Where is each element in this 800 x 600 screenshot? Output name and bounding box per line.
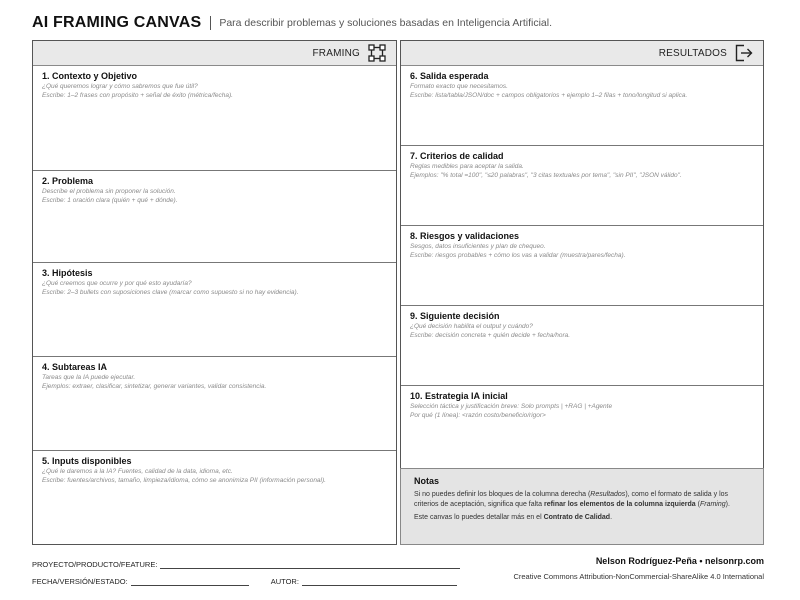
notes-text: ). — [725, 500, 730, 508]
author-credit: Nelson Rodríguez-Peña • nelsonrp.com — [595, 556, 764, 566]
framing-label: FRAMING — [312, 47, 360, 59]
notes-title: Notas — [414, 476, 440, 486]
notes-paragraph-2 — [414, 513, 750, 523]
section-prompt: ¿Qué le daremos a la IA? Fuentes, calidad de la data, idioma, etc. — [42, 468, 233, 475]
resultados-label: RESULTADOS — [658, 47, 727, 59]
section-hipotesis[interactable] — [33, 263, 396, 357]
section-instruction: Por qué (1 línea): <razón costo/beneficio/rigor> — [410, 411, 546, 419]
section-instruction: Escribe: 2–3 bullets con suposiciones clave (marcar como supuesto si no hay evidencia). — [42, 288, 299, 296]
title-divider — [210, 16, 211, 30]
section-prompt: Sesgos, datos insuficientes y plan de chequeo. — [410, 243, 546, 250]
section-instruction: Ejemplos: extraer, clasificar, sintetizar, generar variantes, validar consistencia. — [42, 382, 267, 390]
section-title: 6. Salida esperada — [410, 71, 489, 81]
section-prompt: ¿Qué creemos que ocurre y por qué esto ayudaría? — [42, 280, 192, 287]
section-siguiente-decision[interactable] — [401, 306, 763, 386]
section-title: 4. Subtareas IA — [42, 362, 108, 372]
resultados-panel-header — [401, 41, 763, 66]
project-row — [32, 552, 460, 569]
section-instruction: Escribe: lista/tabla/JSON/doc + campos obligatorios + ejemplo 1–2 filas + tono/longitud si aplica. — [410, 91, 688, 99]
section-instruction: Ejemplos: "% total =100", "≤20 palabras", "3 citas textuales por tema", "sin PII", "JSON válido". — [410, 171, 682, 179]
footer-credits — [513, 556, 764, 581]
export-arrow-icon — [735, 44, 753, 62]
section-subtareas-ia[interactable] — [33, 357, 396, 451]
notes-strong: refinar los elementos de la columna izquierda — [543, 500, 696, 508]
section-title: 10. Estrategia IA inicial — [410, 391, 508, 401]
framing-panel — [32, 40, 397, 545]
section-instruction: Escribe: riesgos probables + cómo los vas a validar (muestra/pares/fecha). — [410, 251, 626, 259]
author-field[interactable] — [302, 575, 457, 586]
section-instruction: Escribe: decisión concreta + quién decide + fecha/hora. — [410, 331, 571, 339]
section-prompt: Selección táctica y justificación breve: Solo prompts | +RAG | +Agente — [410, 403, 613, 410]
section-instruction: Escribe: 1 oración clara (quién + qué + dónde). — [42, 196, 178, 204]
notes-text: Este canvas lo puedes detallar más en el — [414, 514, 544, 521]
notes-text: ( — [695, 500, 700, 508]
section-estrategia-ia[interactable] — [401, 386, 763, 466]
project-label: PROYECTO/PRODUCTO/FEATURE: — [32, 560, 158, 569]
section-title: 3. Hipótesis — [42, 268, 93, 278]
section-criterios-calidad[interactable] — [401, 146, 763, 226]
section-problema[interactable] — [33, 171, 396, 263]
date-label: FECHA/VERSIÓN/ESTADO: — [32, 577, 128, 586]
canvas-subtitle: Para describir problemas y soluciones basadas en Inteligencia Artificial. — [219, 17, 553, 29]
canvas-header — [32, 13, 552, 33]
section-title: 7. Criterios de calidad — [410, 151, 504, 161]
section-prompt: Describe el problema sin proponer la solución. — [42, 188, 176, 195]
section-prompt: Tareas que la IA puede ejecutar. — [42, 374, 136, 381]
section-prompt: ¿Qué decisión habilita el output y cuándo? — [410, 323, 533, 330]
footer-fields — [32, 552, 460, 586]
section-prompt: Reglas medibles para aceptar la salida. — [410, 163, 524, 170]
framing-panel-header — [33, 41, 396, 66]
author-label: AUTOR: — [270, 577, 299, 586]
notes-text: . — [610, 514, 613, 521]
notes-emphasis: Framing — [699, 500, 726, 508]
section-contexto-objetivo[interactable] — [33, 66, 396, 171]
section-title: 1. Contexto y Objetivo — [42, 71, 138, 81]
notes-paragraph-1 — [414, 490, 750, 509]
section-prompt: Formato exacto que necesitamos. — [410, 83, 508, 90]
notes-text: Si no puedes definir los bloques de la columna derecha ( — [414, 491, 591, 498]
frame-corners-icon — [368, 44, 386, 62]
date-author-row — [32, 569, 460, 586]
section-riesgos-validaciones[interactable] — [401, 226, 763, 306]
date-field[interactable] — [131, 575, 249, 586]
section-title: 5. Inputs disponibles — [42, 456, 132, 466]
canvas-title: AI FRAMING CANVAS — [32, 14, 202, 31]
project-field[interactable] — [160, 558, 460, 569]
section-salida-esperada[interactable] — [401, 66, 763, 146]
section-title: 9. Siguiente decisión — [410, 311, 500, 321]
section-title: 8. Riesgos y validaciones — [410, 231, 520, 241]
section-prompt: ¿Qué queremos lograr y cómo sabremos que fue útil? — [42, 83, 198, 90]
section-inputs-disponibles[interactable] — [33, 451, 396, 544]
section-title: 2. Problema — [42, 176, 94, 186]
section-instruction: Escribe: 1–2 frases con propósito + señal de éxito (métrica/fecha). — [42, 91, 233, 99]
license-text: Creative Commons Attribution-NonCommercial-ShareAlike 4.0 International — [513, 572, 764, 581]
notes-emphasis: Resultados — [590, 491, 626, 498]
notes-strong: Contrato de Calidad — [543, 514, 611, 521]
notes-box — [400, 468, 764, 545]
section-instruction: Escribe: fuentes/archivos, tamaño, limpieza/idioma, cómo se anonimiza PII (información personal). — [42, 476, 326, 484]
notes-text: ), como el formato de salida y los criterios de aceptación, significa que falta — [414, 491, 729, 508]
